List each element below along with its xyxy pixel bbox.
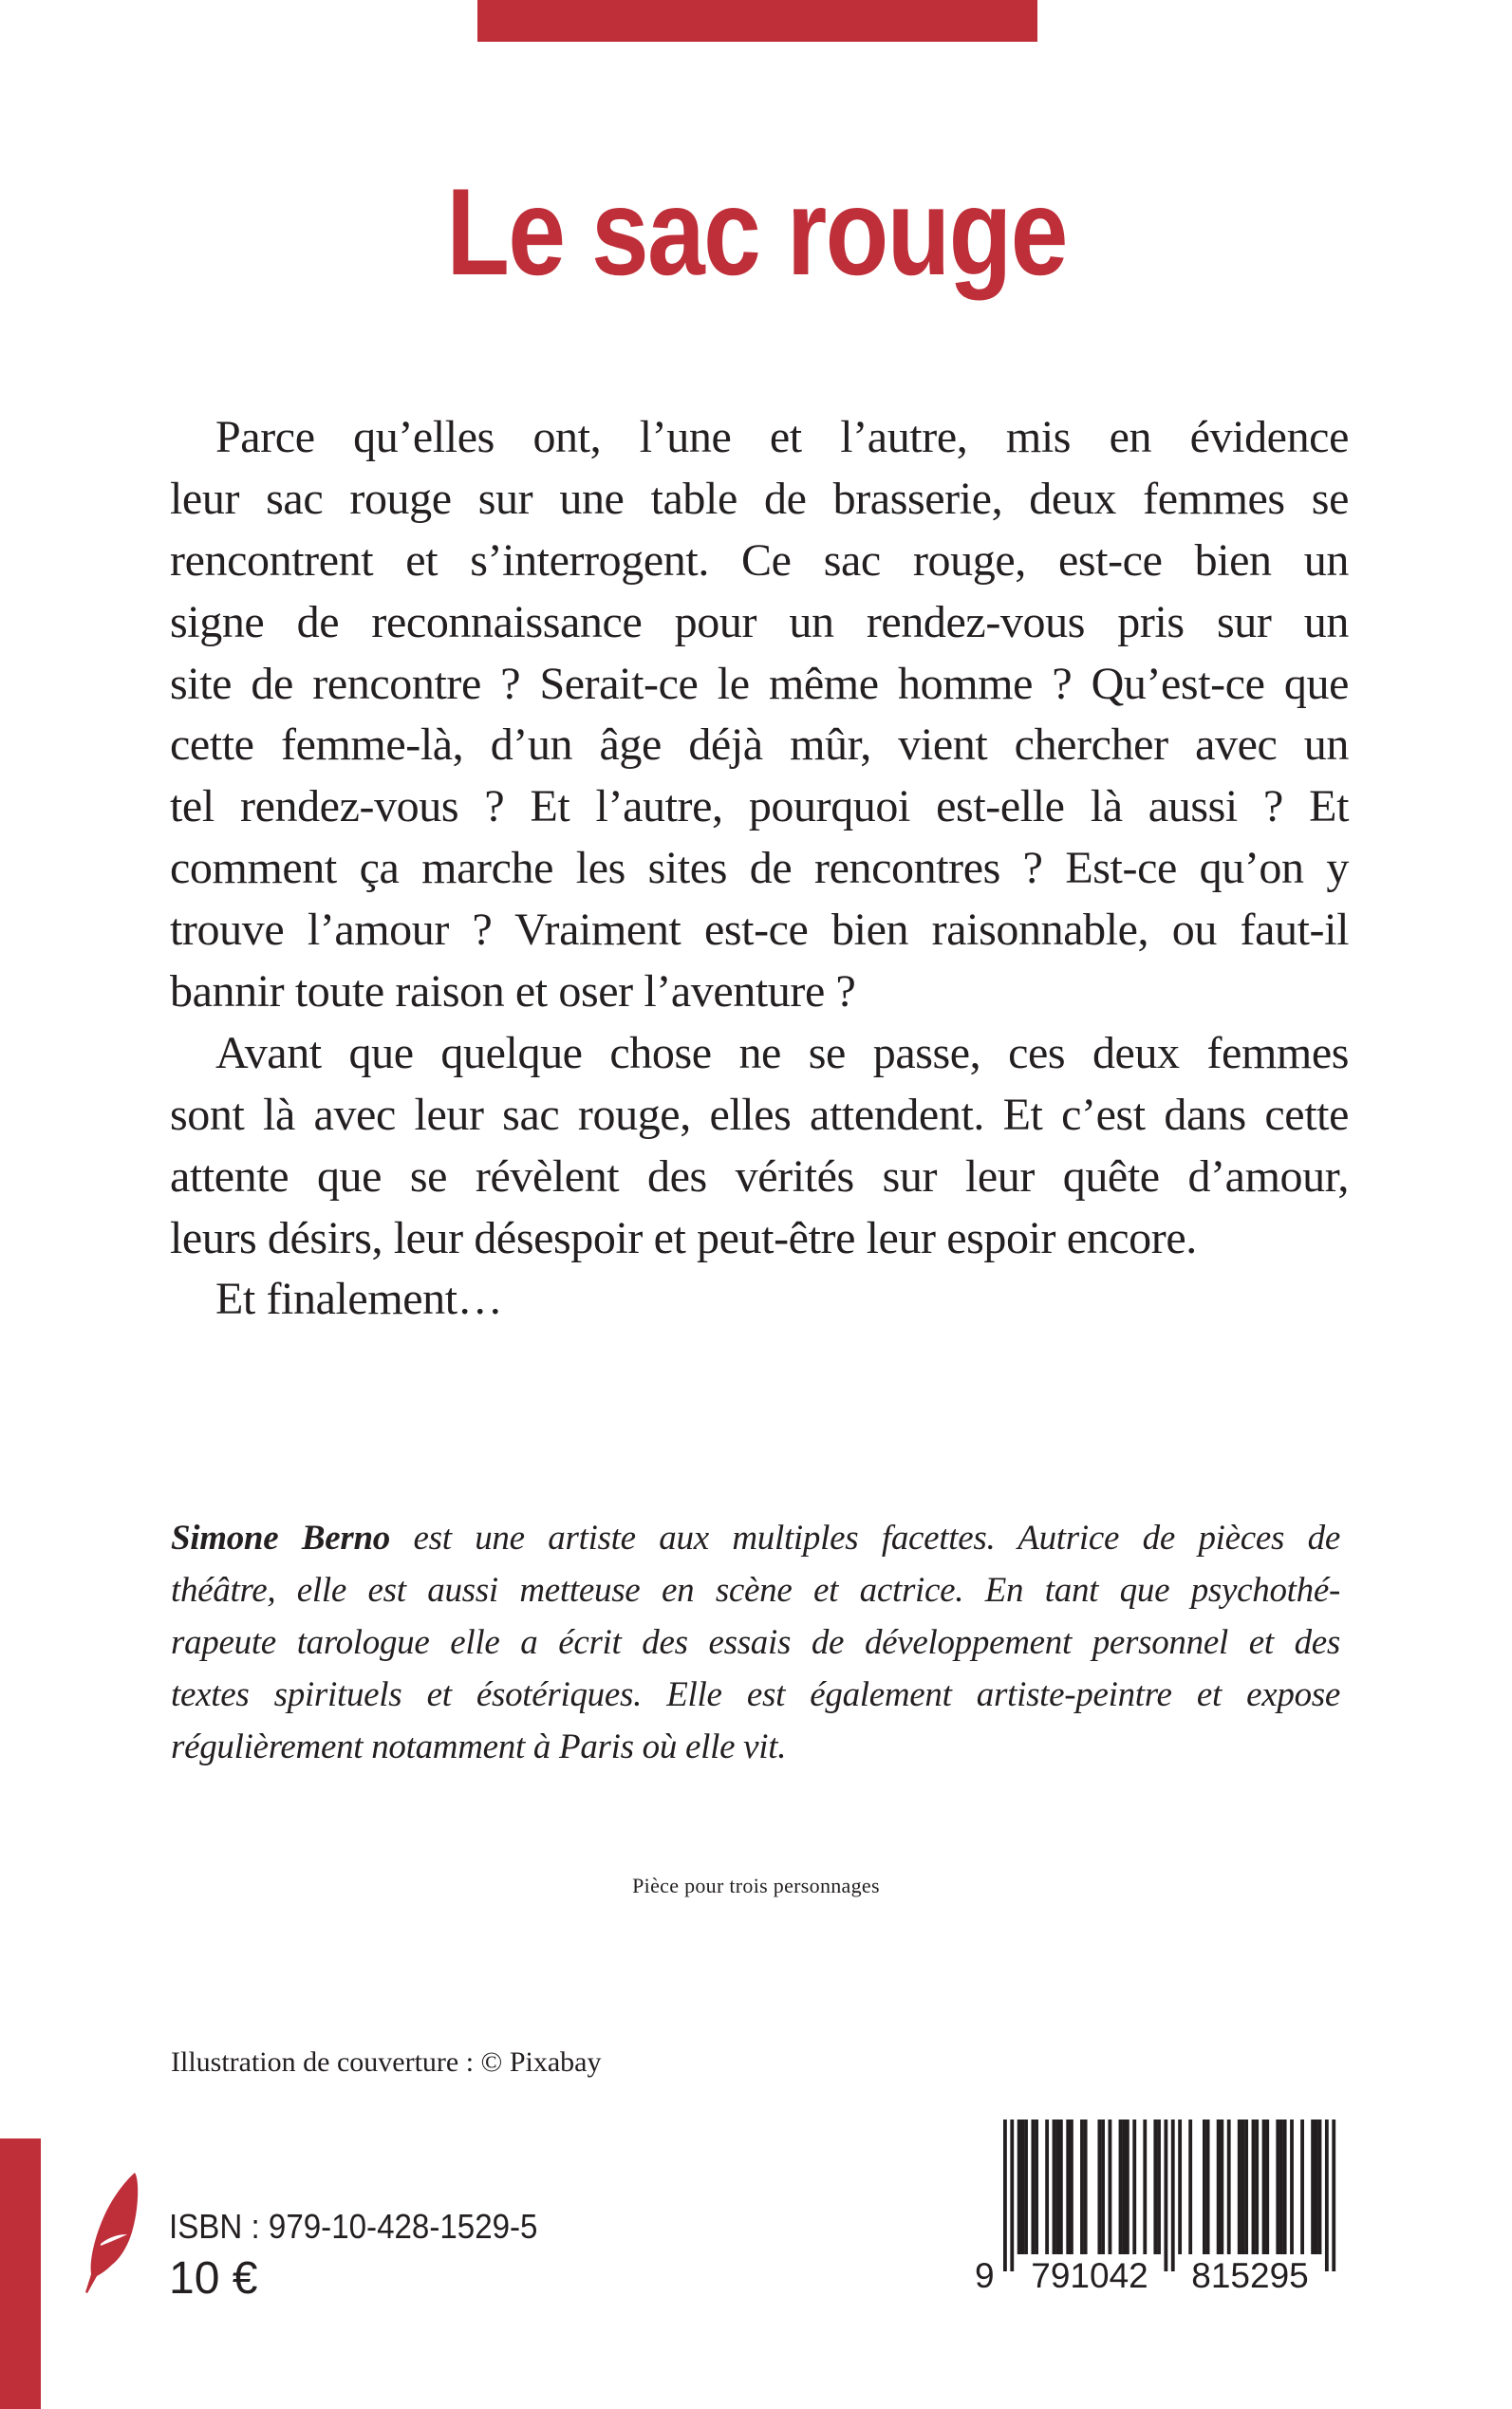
barcode-bar	[1290, 2120, 1294, 2254]
bio-line: textes spirituels et ésotériques. Elle est également artiste-peintre et expose	[171, 1675, 1340, 1714]
barcode-bar	[1318, 2120, 1322, 2254]
barcode-bar	[1188, 2120, 1192, 2254]
summary-line: bannir toute raison et oser l’aventure ?	[170, 966, 856, 1018]
barcode-bar	[1203, 2120, 1206, 2254]
summary-line: sont là avec leur sac rouge, elles attendent. Et c’est dans cette	[170, 1089, 1349, 1140]
barcode-bar	[1097, 2120, 1101, 2254]
feather-icon	[80, 2170, 142, 2295]
barcode-bar	[1101, 2120, 1105, 2254]
barcode-bar	[1220, 2120, 1223, 2254]
barcode-bar	[1227, 2120, 1231, 2254]
summary-line: comment ça marche les sites de rencontres ? Est-ce qu’on y	[170, 843, 1349, 894]
bio-line-text: est une artiste aux multiples facettes. Autrice de pièces de	[389, 1519, 1340, 1558]
barcode-bar	[1279, 2120, 1283, 2254]
isbn-barcode	[968, 2120, 1348, 2295]
author-name: Simone Berno	[171, 1519, 390, 1558]
barcode-bar	[1244, 2120, 1248, 2254]
barcode-bar	[1217, 2120, 1221, 2254]
cover-credit: Illustration de couverture : © Pixabay	[171, 2046, 602, 2078]
barcode-bar	[1276, 2120, 1279, 2254]
barcode-bar	[1122, 2120, 1126, 2254]
barcode-bar	[1053, 2120, 1056, 2254]
barcode-bar	[1084, 2120, 1088, 2254]
barcode-bar	[1059, 2120, 1063, 2254]
summary-line: trouve l’amour ? Vraiment est-ce bien raisonnable, ou faut-il	[170, 905, 1349, 956]
barcode-bar	[1238, 2120, 1241, 2254]
barcode-bar	[1010, 2120, 1014, 2271]
barcode-bar	[1070, 2120, 1073, 2254]
barcode-bar	[1164, 2120, 1167, 2271]
genre-note: Pièce pour trois personnages	[632, 1874, 880, 1897]
author-bio	[171, 1512, 1340, 1773]
barcode-bar	[1031, 2120, 1035, 2254]
book-title-text: Le sac rouge	[445, 162, 1067, 301]
barcode-bar	[1311, 2120, 1315, 2254]
isbn-label: ISBN : 979-10-428-1529-5	[169, 2207, 538, 2246]
price-label: 10 €	[169, 2253, 258, 2304]
summary-line: attente que se révèlent des vérités sur leur quête d’amour,	[170, 1150, 1349, 1202]
summary-line: leurs désirs, leur désespoir et peut-être leur espoir encore.	[170, 1212, 1197, 1263]
barcode-bar	[1020, 2120, 1024, 2254]
summary-line: leur sac rouge sur une table de brasserie, deux femmes se	[170, 473, 1349, 524]
barcode-bar	[1283, 2120, 1287, 2254]
barcode-bar	[1045, 2120, 1049, 2254]
barcode-bar	[1024, 2120, 1028, 2254]
barcode-bar	[1332, 2120, 1335, 2271]
barcode-bar	[1003, 2120, 1007, 2271]
summary-line: rencontrent et s’interrogent. Ce sac rouge, est-ce bien un	[170, 534, 1349, 586]
barcode-bar	[1035, 2120, 1038, 2254]
barcode-digits: 815295	[1191, 2256, 1309, 2295]
summary-line: signe de reconnaissance pour un rendez-vous pris sur un	[170, 596, 1349, 647]
barcode-bar	[1066, 2120, 1070, 2254]
side-accent-bar	[0, 2138, 41, 2409]
book-title	[0, 162, 1512, 301]
barcode-bar	[1080, 2120, 1084, 2254]
barcode-bar	[1315, 2120, 1318, 2254]
barcode-bar	[1157, 2120, 1161, 2254]
barcode-bar	[1300, 2120, 1304, 2254]
bio-line	[171, 1512, 1340, 1564]
summary-line: Parce qu’elles ont, l’une et l’autre, mis en évidence	[215, 412, 1349, 462]
summary-line: Et finalement…	[215, 1274, 503, 1325]
barcode-bar	[1153, 2120, 1157, 2254]
barcode-bar	[1109, 2120, 1112, 2254]
barcode-digits: 9	[975, 2256, 995, 2295]
summary-text	[170, 407, 1349, 1331]
barcode-bar	[1206, 2120, 1210, 2254]
barcode-bar	[1241, 2120, 1245, 2254]
barcode-digits: 791042	[1031, 2256, 1148, 2295]
barcode-bar	[1143, 2120, 1147, 2254]
barcode-bar	[1171, 2120, 1175, 2271]
bio-line: rapeute tarologue elle a écrit des essais de développement personnel et des	[171, 1623, 1340, 1662]
top-accent-bar	[477, 0, 1037, 42]
bio-line: théâtre, elle est aussi metteuse en scène et actrice. En tant que psychothé-	[171, 1571, 1340, 1610]
barcode-bar	[1262, 2120, 1266, 2254]
barcode-bar	[1265, 2120, 1269, 2254]
barcode-bar	[1132, 2120, 1136, 2254]
barcode-bar	[1178, 2120, 1182, 2254]
barcode-bar	[1126, 2120, 1129, 2254]
barcode-bar	[1325, 2120, 1329, 2271]
barcode-bar	[1017, 2120, 1021, 2254]
summary-line: cette femme-là, d’un âge déjà mûr, vient chercher avec un	[170, 719, 1349, 771]
summary-line: site de rencontre ? Serait-ce le même homme ? Qu’est-ce que	[170, 658, 1349, 709]
barcode-bar	[1055, 2120, 1059, 2254]
summary-line: Avant que quelque chose ne se passe, ces deux femmes	[215, 1027, 1349, 1078]
barcode-bar	[1252, 2120, 1256, 2254]
summary-line: tel rendez-vous ? Et l’autre, pourquoi est-elle là aussi ? Et	[170, 781, 1349, 832]
barcode-bar	[1119, 2120, 1123, 2254]
bio-line: régulièrement notamment à Paris où elle vit.	[171, 1727, 787, 1766]
barcode-bar	[1255, 2120, 1259, 2254]
